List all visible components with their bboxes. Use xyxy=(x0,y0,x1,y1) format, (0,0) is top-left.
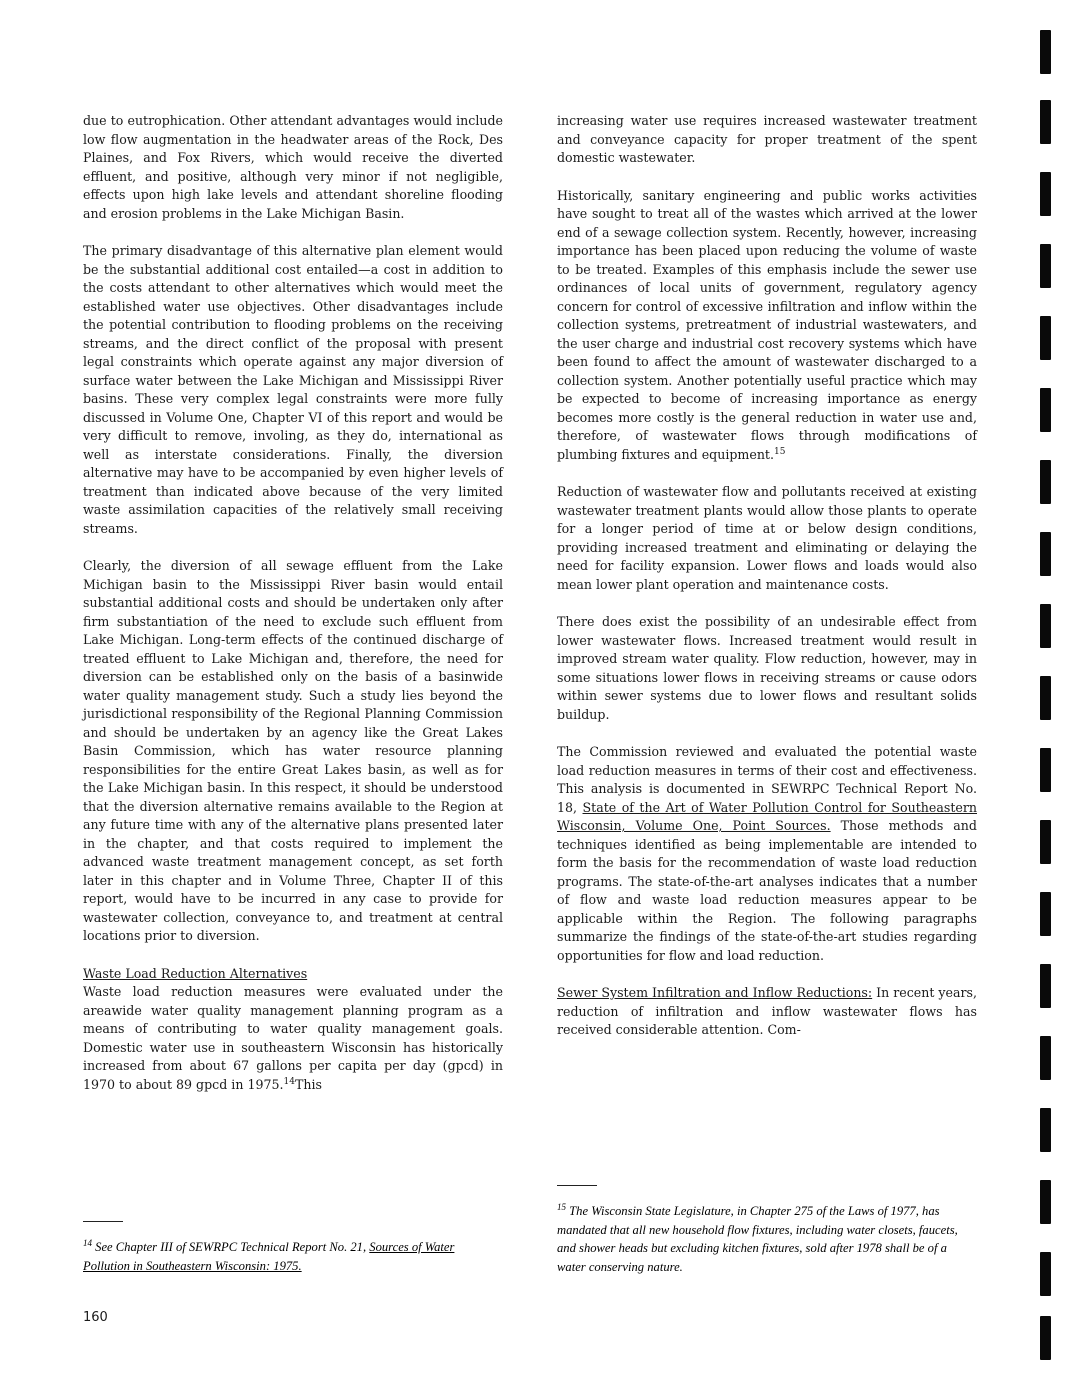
paragraph xyxy=(557,743,977,965)
registration-mark xyxy=(1040,388,1051,432)
registration-mark xyxy=(1040,676,1051,720)
footnote-number: 14 xyxy=(83,1237,92,1248)
registration-mark xyxy=(1040,1316,1051,1360)
paragraph-text: Waste load reduction measures were evaluated under the areawide water quality management planning program as a means of contributing to water quality management goals. Domestic water use in southeastern Wisconsin has historically increased from about 67 gallons per capita per day (gpcd) in 1970 to about 89 gpcd in 1975. xyxy=(83,984,503,1092)
registration-mark xyxy=(1040,316,1051,360)
report-title: State of the Art of Water Pollution Control for Southeastern Wisconsin, Volume One, Point Sources. xyxy=(557,799,977,833)
registration-mark xyxy=(1040,892,1051,936)
paragraph xyxy=(557,187,977,465)
registration-mark xyxy=(1040,100,1051,144)
registration-mark xyxy=(1040,1036,1051,1080)
paragraph: increasing water use requires increased wastewater treatment and conveyance capacity for proper treatment of the spent domestic wastewater. xyxy=(557,113,977,165)
footnote-number: 15 xyxy=(557,1201,566,1212)
footnote-14 xyxy=(83,1209,503,1275)
footnote-ref: 14 xyxy=(283,1076,295,1087)
paragraph-text: Historically, sanitary engineering and public works activities have sought to treat all of the wastes which arrived at the lower end of a sewage collection system. Recently, however, increasing importance has been placed upon reducing the volume of waste to be treated. Examples of this emphasis include the sewer use ordinances of local units of government, regulatory agency concern for control of excessive infiltration and inflow within the collection systems, pretreatment of industrial wastewaters, and the user charge and industrial cost recovery systems which have been found to affect the amount of wastewater discharged to a collection system. Another potentially useful practice which may be expected to become of increasing importance as energy becomes more costly is the general reduction in water use and, therefore, of wastewater flows through modifications of plumbing fixtures and equipment. xyxy=(557,187,977,462)
registration-mark xyxy=(1040,1180,1051,1224)
paragraph: There does exist the possibility of an undesirable effect from lower wastewater flows. Increased treatment would result in improved stream water quality. Flow reduction, however, may in some situations lower flows in receiving streams or cause odors within sewer systems due to lower flows and resultant solids buildup. xyxy=(557,614,977,722)
paragraph: Reduction of wastewater flow and pollutants received at existing wastewater treatment plants would allow those plants to operate for a longer period of time at or below design conditions, providing increased treatment and eliminating or delaying the need for facility expansion. Lower flows and loads would also mean lower plant operation and maintenance costs. xyxy=(557,484,977,592)
footnote-text xyxy=(557,1202,977,1276)
registration-mark xyxy=(1040,748,1051,792)
registration-mark xyxy=(1040,532,1051,576)
footnote-text xyxy=(83,1238,503,1275)
footnote-rule xyxy=(83,1221,123,1222)
registration-mark xyxy=(1040,172,1051,216)
footnote-text-plain: The Wisconsin State Legislature, in Chapter 275 of the Laws of 1977, has mandated that all new household flow fixtures, including water closets, faucets, and shower heads but excluding kitchen fixtures, sold after 1978 shall be of a water conserving nature. xyxy=(557,1204,958,1274)
registration-mark xyxy=(1040,604,1051,648)
page-number: 160 xyxy=(83,1310,108,1325)
registration-mark xyxy=(1040,964,1051,1008)
paragraph: The primary disadvantage of this alternative plan element would be the substantial additional cost entailed—a cost in addition to the costs attendant to other alternatives which would meet the established water use objectives. Other disadvantages include the potential contribution to flooding problems on the receiving streams, and the direct conflict of the proposal with present legal constraints which operate against any major diversion of surface water between the Lake Michigan and Mississippi River basins. These very complex legal constraints were more fully discussed in Volume One, Chapter VI of this report and would be very difficult to remove, involing, as they do, international as well as interstate considerations. Finally, the diversion alternative may have to be accompanied by even higher levels of treatment than indicated above because of the very limited waste assimilation capacities of the relatively small receiving streams. xyxy=(83,243,503,536)
paragraph-text: In recent years, reduction of infiltration and inflow wastewater flows has received considerable attention. Com- xyxy=(557,985,977,1037)
paragraph-text: Those methods and techniques identified as being implementable are intended to form the basis for the recommendation of waste load reduction programs. The state-of-the-art analyses indicates that a number of flow and waste load reduction measures appear to be applicable within the Region. The following paragraphs summarize the findings of the state-of-the-art studies regarding opportunities for flow and load reduction. xyxy=(557,818,977,963)
paragraph xyxy=(557,984,977,1040)
registration-mark xyxy=(1040,1108,1051,1152)
footnote-rule xyxy=(557,1185,597,1186)
registration-mark xyxy=(1040,1252,1051,1296)
registration-mark xyxy=(1040,30,1051,74)
paragraph-text-tail: This xyxy=(294,1076,322,1092)
paragraph xyxy=(83,983,503,1094)
scan-registration-marks xyxy=(1040,0,1052,1380)
registration-mark xyxy=(1040,244,1051,288)
registration-mark xyxy=(1040,460,1051,504)
paragraph: Clearly, the diversion of all sewage effluent from the Lake Michigan basin to the Mississippi River basin would entail substantial additional costs and should be undertaken only after firm substantiation of the need to exclude such effluent from Lake Michigan. Long-term effects of the continued discharge of treated effluent to Lake Michigan and, therefore, the need for diversion can be established only on the basis of a basinwide water quality management study. Such a study lies beyond the jurisdictional responsibility of the Regional Planning Commission and should be undertaken by an agency like the Great Lakes Basin Commission, which has water resource planning responsibilities for the entire Great Lakes basin, as well as for the Lake Michigan basin. In this respect, it should be understood that the diversion alternative remains available to the Region at any future time with any of the alternative plans presented later in the chapter, and that costs required to implement the advanced waste treatment management concept, as set forth later in this chapter and in Volume Three, Chapter II of this report, would have to be incurred in any case to provide for wastewater collection, conveyance to, and treatment at central locations prior to diversion. xyxy=(83,558,503,943)
footnote-ref: 15 xyxy=(774,446,786,457)
subsection-heading: Sewer System Infiltration and Inflow Reductions: xyxy=(557,985,873,1000)
right-column xyxy=(557,112,977,1059)
left-column xyxy=(83,112,503,1113)
paragraph: due to eutrophication. Other attendant advantages would include low flow augmentation in the headwater areas of the Rock, Des Plaines, and Fox Rivers, which would receive the diverted effluent, and positive, although very minor if not negligible, effects upon high lake levels and attendant shoreline flooding and erosion problems in the Lake Michigan Basin. xyxy=(83,113,503,221)
paragraph-text: The Commission reviewed and evaluated the potential waste load reduction measures in terms of their cost and effectiveness. This analysis is documented in SEWRPC Technical Report No. 18, xyxy=(557,744,977,815)
registration-mark xyxy=(1040,820,1051,864)
section-heading: Waste Load Reduction Alternatives xyxy=(83,965,308,981)
footnote-title: Sources of Water Pollution in Southeastern Wisconsin: 1975. xyxy=(83,1240,455,1273)
footnote-15 xyxy=(557,1173,977,1276)
footnote-text-plain: See Chapter III of SEWRPC Technical Report No. 21, xyxy=(95,1240,367,1254)
